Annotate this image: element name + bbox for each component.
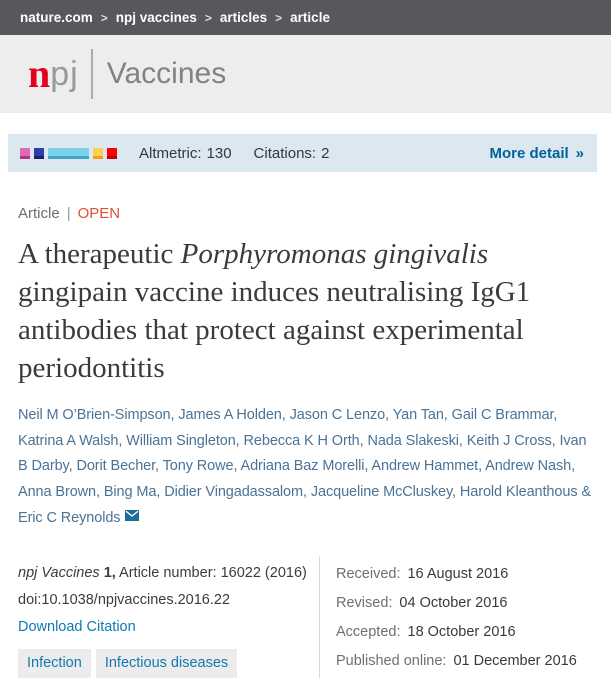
article-type-line — [18, 205, 593, 222]
breadcrumb-separator-icon: > — [275, 10, 283, 25]
history-row-received: Received: 16 August 2016 — [336, 565, 509, 582]
article-type-label: Article — [18, 205, 60, 222]
species-name-italic: Porphyromonas gingivalis — [180, 238, 489, 270]
open-access-badge: OPEN — [77, 205, 121, 222]
history-column — [319, 556, 577, 678]
author-list-text[interactable]: Neil M O’Brien-Simpson, James A Holden, Jason C Lenzo, Yan Tan, Gail C Brammar, Katrina A Walsh, William Singleton, Rebecca K H Orth, Nada Slakeski, Keith J Cross, Ivan B Darby, Dorit Becher, Tony Rowe, Adriana Baz Morelli, Andrew Hammet, Andrew Nash, Anna Brown, Bing Ma, Didier Vingadassalom, Jacqueline McCluskey, Harold Kleanthous & Eric C Reynolds — [18, 407, 591, 526]
article-title: A therapeutic Porphyromonas gingivalis gingipain vaccine induces neutralising IgG1 antibodies that protect against experimental periodontitis — [18, 238, 531, 384]
breadcrumb-item-article[interactable]: article — [290, 10, 330, 25]
altmetric-segment-red — [107, 148, 117, 159]
metrics-bar — [8, 134, 597, 172]
download-citation-link[interactable]: Download Citation — [18, 618, 136, 635]
citation-line — [18, 560, 313, 587]
citation-column — [18, 556, 313, 678]
corresponding-author-email-icon[interactable] — [125, 505, 139, 531]
history-row-revised: Revised: 04 October 2016 — [336, 594, 508, 611]
npj-logo-pj: pj — [50, 55, 79, 93]
altmetric-segment-yellow — [93, 148, 103, 159]
breadcrumb-separator-icon: > — [204, 10, 212, 25]
npj-logo-n: n — [28, 51, 51, 96]
more-detail-link[interactable]: More detail » — [489, 144, 585, 162]
history-row-accepted: Accepted: 18 October 2016 — [336, 623, 516, 640]
journal-name: Vaccines — [106, 57, 227, 90]
altmetric-badge[interactable] — [20, 148, 117, 159]
double-chevron-icon: » — [575, 144, 585, 162]
breadcrumb-separator-icon: > — [100, 10, 108, 25]
citations-count: Citations: 2 — [253, 144, 330, 162]
journal-logo-link[interactable] — [28, 49, 226, 99]
history-row-published: Published online: 01 December 2016 — [336, 652, 577, 669]
logo-divider — [91, 49, 93, 99]
author-list[interactable] — [18, 403, 593, 532]
article-info-panel — [18, 556, 611, 678]
altmetric-segment-navy — [34, 148, 44, 159]
citation-journal: npj Vaccines — [18, 564, 100, 581]
altmetric-segment-magenta — [20, 148, 30, 159]
citation-article-number: Article number: 16022 (2016) — [115, 564, 307, 581]
altmetric-score: Altmetric: 130 — [139, 144, 232, 162]
breadcrumb — [0, 0, 611, 35]
breadcrumb-item-journal[interactable]: npj vaccines — [115, 10, 197, 25]
subject-tags — [18, 649, 313, 678]
masthead — [0, 35, 611, 113]
doi-line: doi:10.1038/npjvaccines.2016.22 — [18, 591, 231, 608]
subject-tag-infection[interactable]: Infection — [18, 649, 91, 678]
breadcrumb-item-articles[interactable]: articles — [219, 10, 268, 25]
subject-tag-infectious-diseases[interactable]: Infectious diseases — [96, 649, 237, 678]
breadcrumb-item-nature[interactable]: nature.com — [20, 10, 93, 25]
type-divider: | — [66, 205, 71, 222]
altmetric-segment-sky — [48, 148, 89, 159]
citation-volume: 1, — [103, 564, 116, 581]
